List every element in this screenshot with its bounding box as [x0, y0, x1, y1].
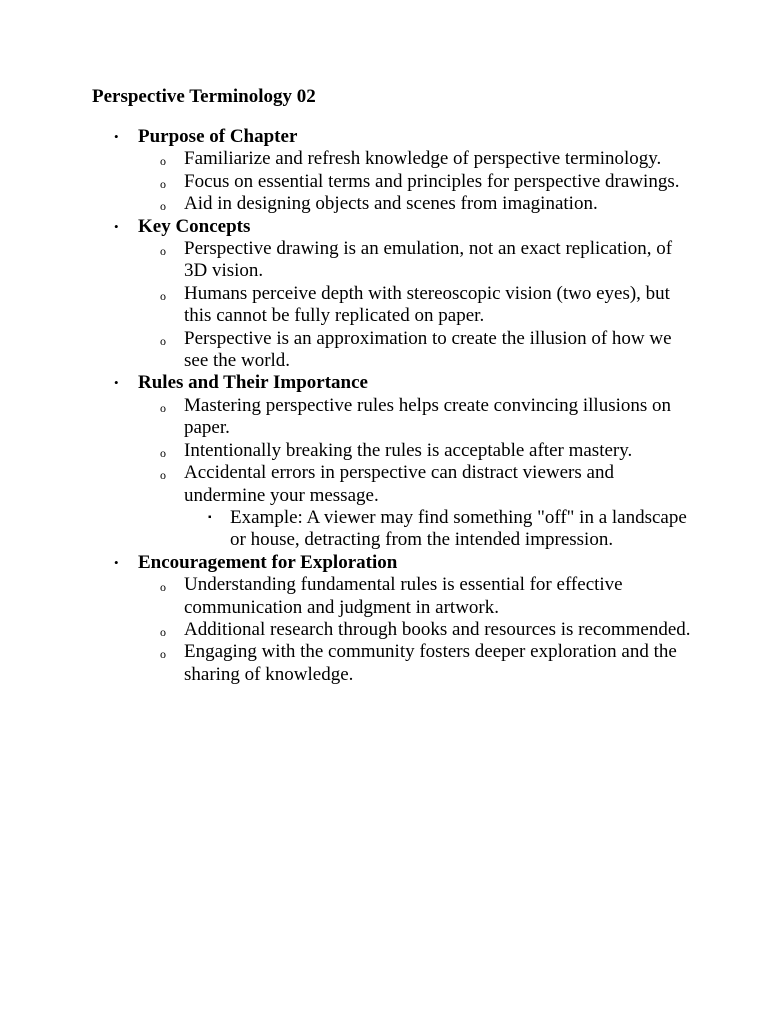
list-item: o Perspective drawing is an emulation, not an exact replication, of 3D vision. [184, 238, 698, 283]
list-item: o Humans perceive depth with stereoscopic vision (two eyes), but this cannot be fully replicated on paper. [184, 283, 698, 328]
section-items [184, 238, 698, 372]
section-items [184, 148, 698, 215]
section-heading: • Purpose of Chapter [138, 126, 298, 147]
section-heading: • Rules and Their Importance [138, 372, 368, 394]
list-item: o Mastering perspective rules helps create convincing illusions on paper. [184, 395, 698, 440]
section-key-concepts [138, 216, 698, 373]
section-items [184, 574, 698, 686]
list-item: o Engaging with the community fosters deeper exploration and the sharing of knowledge. [184, 641, 698, 686]
list-item [184, 462, 698, 552]
list-item: o Intentionally breaking the rules is acceptable after mastery. [184, 440, 698, 462]
section-purpose [138, 126, 698, 216]
document-title: Perspective Terminology 02 [92, 86, 316, 107]
outline-list [138, 126, 698, 686]
sub-items [230, 507, 698, 552]
section-rules [138, 372, 698, 551]
list-item: o Perspective is an approximation to create the illusion of how we see the world. [184, 328, 698, 373]
section-items [184, 395, 698, 552]
section-heading: • Encouragement for Exploration [138, 551, 398, 573]
list-item: o Aid in designing objects and scenes from imagination. [184, 193, 698, 215]
section-encouragement [138, 552, 698, 686]
section-heading: • Key Concepts [138, 215, 251, 237]
list-item: o Understanding fundamental rules is essential for effective communication and judgment in artwork. [184, 574, 698, 619]
list-item: o Focus on essential terms and principles for perspective drawings. [184, 171, 698, 193]
list-item-text: Accidental errors in perspective can distract viewers and undermine your message. [184, 462, 614, 506]
list-item: o Familiarize and refresh knowledge of perspective terminology. [184, 148, 698, 170]
sub-list-item: ▪ Example: A viewer may find something "off" in a landscape or house, detracting from the intended impression. [230, 507, 698, 552]
list-item: o Additional research through books and resources is recommended. [184, 619, 698, 641]
